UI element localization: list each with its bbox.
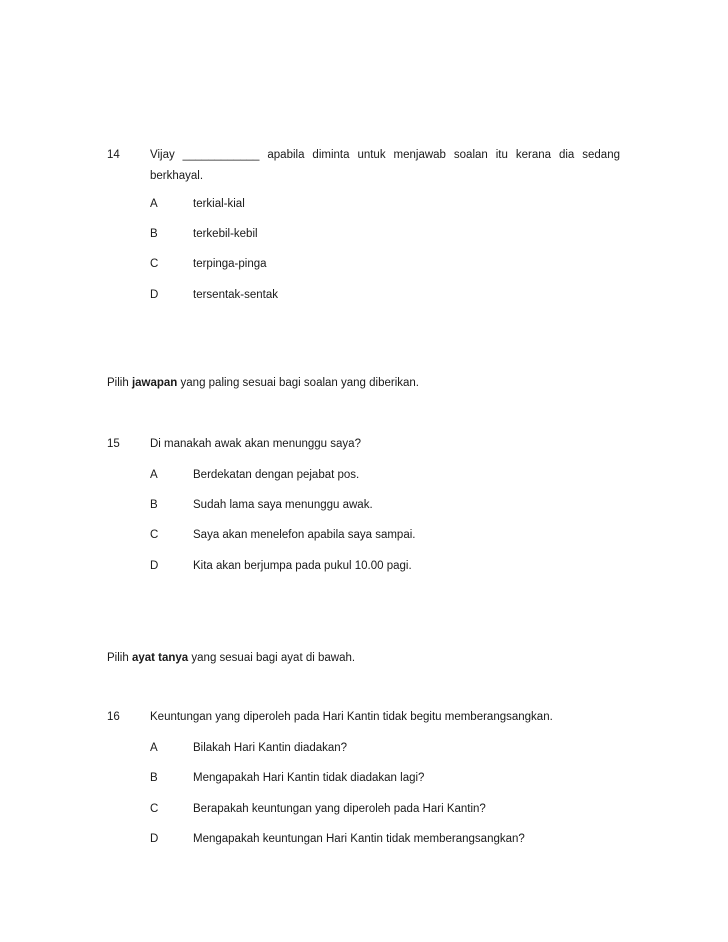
question-16-option-a-text: Bilakah Hari Kantin diadakan? <box>193 742 348 754</box>
question-16-option-b-letter: B <box>150 772 158 784</box>
question-14-option-c-text: terpinga-pinga <box>193 258 267 270</box>
question-16-option-d-text: Mengapakah keuntungan Hari Kantin tidak memberangsangkan? <box>193 833 525 845</box>
question-16-option-c-text: Berapakah keuntungan yang diperoleh pada Hari Kantin? <box>193 803 486 815</box>
question-15-option-a-letter: A <box>150 469 158 481</box>
instruction-2-prefix: Pilih <box>107 652 132 664</box>
question-14-number: 14 <box>107 149 120 161</box>
question-15-option-d-letter: D <box>150 560 159 572</box>
question-15-option-a-text: Berdekatan dengan pejabat pos. <box>193 469 360 481</box>
question-14-text-line1: Vijay ____________ apabila diminta untuk menjawab soalan itu kerana dia sedang <box>150 149 620 161</box>
question-14-text-line2: berkhayal. <box>150 170 204 182</box>
question-16-text-line1: Keuntungan yang diperoleh pada Hari Kantin tidak begitu memberangsangkan. <box>150 711 553 723</box>
instruction-1-bold: jawapan <box>131 377 178 389</box>
question-15-option-d-text: Kita akan berjumpa pada pukul 10.00 pagi. <box>193 560 412 572</box>
question-14-option-a-letter: A <box>150 198 158 210</box>
instruction-2 <box>107 651 355 665</box>
question-14-option-d-text: tersentak-sentak <box>193 289 279 301</box>
question-14-option-b-letter: B <box>150 228 158 240</box>
instruction-1-suffix: yang paling sesuai bagi soalan yang diberikan. <box>177 377 419 389</box>
question-14-option-a-text: terkial-kial <box>193 198 245 210</box>
instruction-2-bold: ayat tanya <box>131 652 189 664</box>
question-16-option-b-text: Mengapakah Hari Kantin tidak diadakan lagi? <box>193 772 425 784</box>
question-16-number: 16 <box>107 711 120 723</box>
instruction-2-suffix: yang sesuai bagi ayat di bawah. <box>188 652 356 664</box>
question-14-option-d-letter: D <box>150 289 159 301</box>
question-15-option-c-letter: C <box>150 529 159 541</box>
question-15-option-b-text: Sudah lama saya menunggu awak. <box>193 499 373 511</box>
instruction-1-prefix: Pilih <box>107 377 132 389</box>
question-14-option-b-text: terkebil-kebil <box>193 228 258 240</box>
question-16-option-d-letter: D <box>150 833 159 845</box>
question-15-option-b-letter: B <box>150 499 158 511</box>
question-14-option-c-letter: C <box>150 258 159 270</box>
question-16-option-c-letter: C <box>150 803 159 815</box>
question-15-text-line1: Di manakah awak akan menunggu saya? <box>150 438 361 450</box>
question-15-number: 15 <box>107 438 120 450</box>
instruction-1 <box>107 376 419 390</box>
question-16-option-a-letter: A <box>150 742 158 754</box>
question-15-option-c-text: Saya akan menelefon apabila saya sampai. <box>193 529 416 541</box>
